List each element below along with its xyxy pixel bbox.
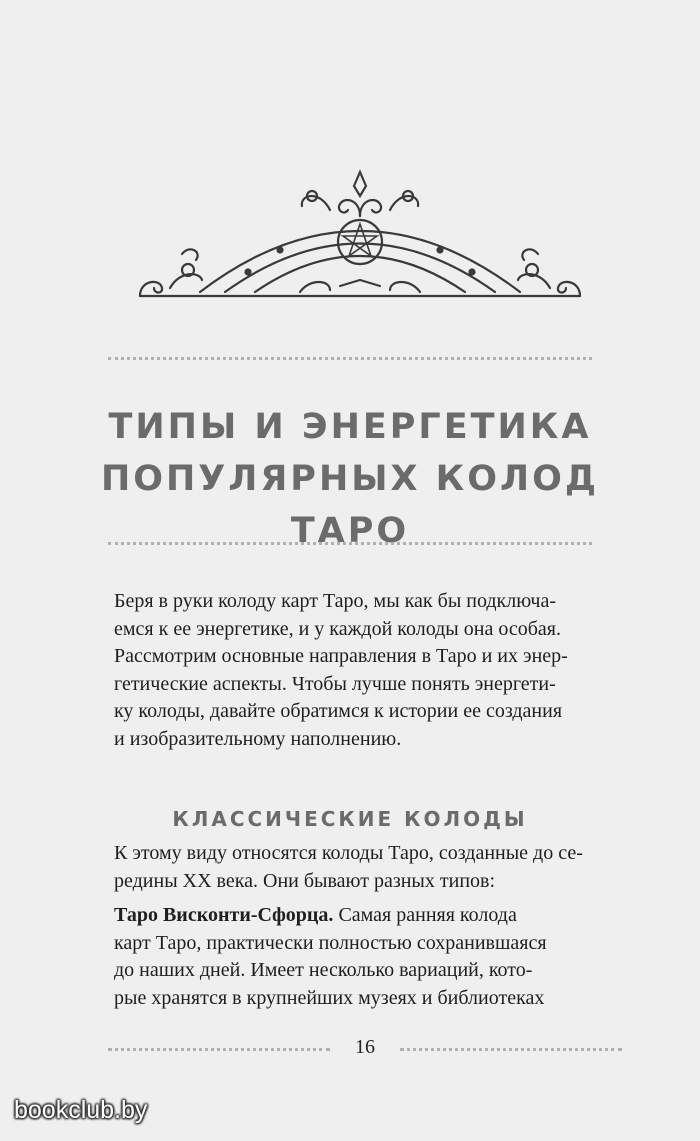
entry-term: Таро Висконти-Сфорца. (114, 904, 334, 926)
footer-divider-left (108, 1048, 330, 1051)
section-intro-paragraph (114, 840, 622, 895)
entry-paragraph (114, 902, 622, 1012)
section-intro-line: редины XX века. Они бывают разных типов: (114, 869, 496, 892)
chapter-title-line: ТИПЫ И ЭНЕРГЕТИКА (108, 407, 592, 448)
entry-line: до наших дней. Имеет несколько вариаций, кото- (114, 959, 533, 981)
section-heading: КЛАССИЧЕСКИЕ КОЛОДЫ (172, 806, 528, 831)
chapter-title (60, 401, 640, 557)
intro-paragraph (114, 588, 622, 753)
footer-divider-right (400, 1048, 622, 1051)
intro-line: Беря в руки колоду карт Таро, мы как бы подключа- (114, 590, 557, 612)
intro-line: емся к ее энергетике, и у каждой колоды она особая. (114, 617, 561, 640)
entry-line: карт Таро, практически полностью сохранившаяся (114, 931, 547, 954)
entry-first-line (114, 902, 622, 930)
intro-line: и изобразительному наполнению. (114, 727, 402, 750)
chapter-title-line: ПОПУЛЯРНЫХ КОЛОД (100, 459, 600, 500)
pentagram-arch-ornament-icon (130, 160, 590, 320)
section-intro-line: К этому виду относятся колоды Таро, созданные до се- (114, 842, 583, 864)
entry-first-line-rest: Самая ранняя колода (333, 904, 517, 926)
title-bottom-divider (108, 542, 592, 545)
entry-line: рые хранятся в крупнейших музеях и библиотеках (114, 986, 545, 1009)
chapter-title-line: ТАРО (290, 511, 410, 552)
intro-line: ку колоды, давайте обратимся к истории ее создания (114, 700, 563, 722)
watermark: bookclub.by (14, 1096, 148, 1124)
intro-line: гетические аспекты. Чтобы лучше понять энергети- (114, 672, 556, 695)
title-top-divider (108, 357, 592, 360)
page-number: 16 (355, 1036, 375, 1058)
intro-line: Рассмотрим основные направления в Таро и их энер- (114, 645, 568, 667)
